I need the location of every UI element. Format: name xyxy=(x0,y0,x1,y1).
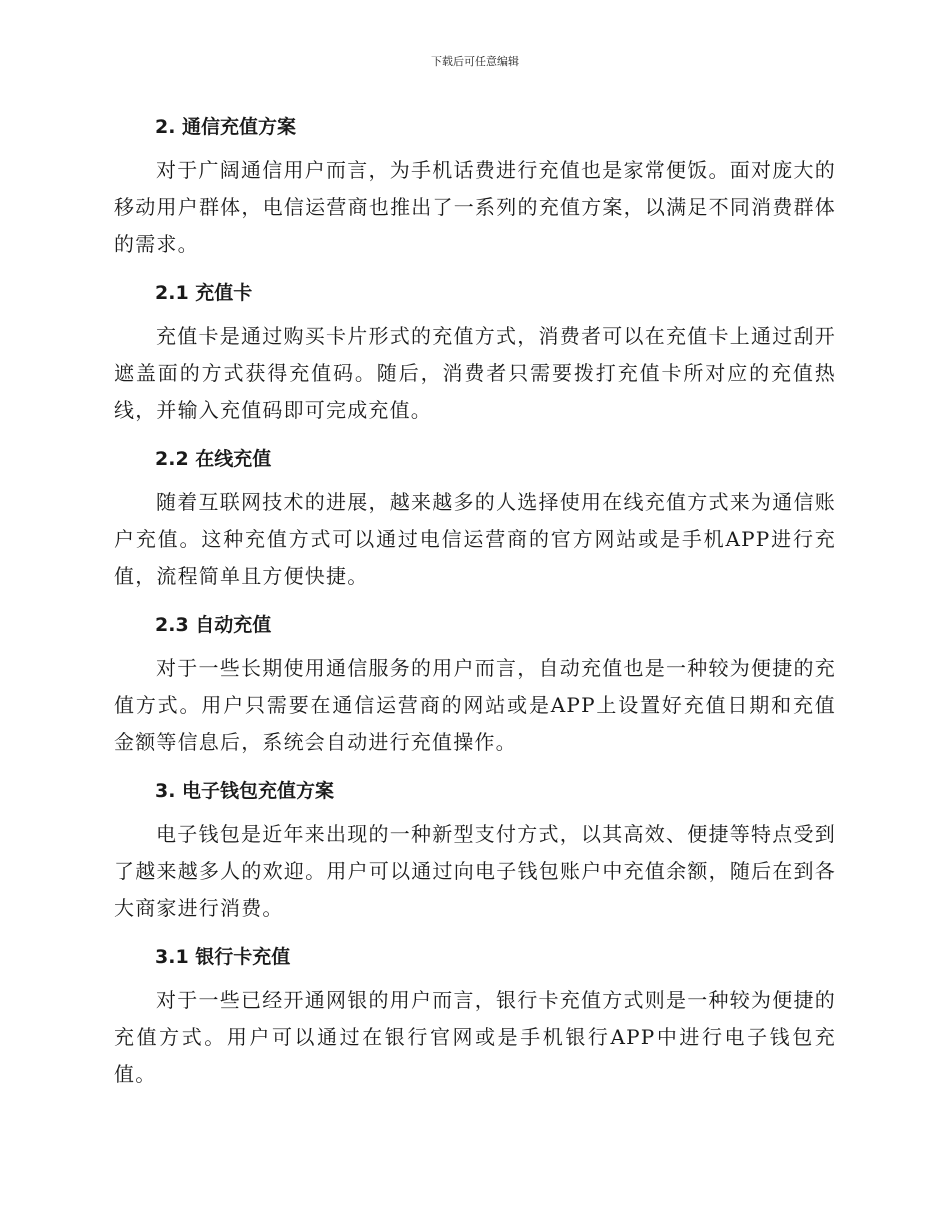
section-paragraph: 充值卡是通过购买卡片形式的充值方式，消费者可以在充值卡上通过刮开遮盖面的方式获得充值码。随后，消费者只需要拨打充值卡所对应的充值热线，并输入充值码即可完成充值。 xyxy=(114,324,836,422)
section-heading: 3.1 银行卡充值 xyxy=(155,946,291,968)
section-paragraph: 随着互联网技术的进展，越来越多的人选择使用在线充值方式来为通信账户充值。这种充值方式可以通过电信运营商的官方网站或是手机APP进行充值，流程简单且方便快捷。 xyxy=(114,490,836,588)
page-header: 下载后可任意编辑 xyxy=(431,55,519,68)
section-heading: 2. 通信充值方案 xyxy=(155,116,297,138)
section-heading: 2.2 在线充值 xyxy=(155,448,272,470)
section-paragraph: 对于一些已经开通网银的用户而言，银行卡充值方式则是一种较为便捷的充值方式。用户可以通过在银行官网或是手机银行APP中进行电子钱包充值。 xyxy=(114,988,836,1086)
document-body xyxy=(114,110,836,1106)
section-paragraph: 对于一些长期使用通信服务的用户而言，自动充值也是一种较为便捷的充值方式。用户只需要在通信运营商的网站或是APP上设置好充值日期和充值金额等信息后，系统会自动进行充值操作。 xyxy=(114,656,836,754)
section-paragraph: 对于广阔通信用户而言，为手机话费进行充值也是家常便饭。面对庞大的移动用户群体，电信运营商也推出了一系列的充值方案，以满足不同消费群体的需求。 xyxy=(114,158,836,256)
section-heading: 3. 电子钱包充值方案 xyxy=(155,780,335,802)
section-paragraph: 电子钱包是近年来出现的一种新型支付方式，以其高效、便捷等特点受到了越来越多人的欢迎。用户可以通过向电子钱包账户中充值余额，随后在到各大商家进行消费。 xyxy=(114,822,836,920)
section-heading: 2.3 自动充值 xyxy=(155,614,272,636)
section-heading: 2.1 充值卡 xyxy=(155,282,253,304)
